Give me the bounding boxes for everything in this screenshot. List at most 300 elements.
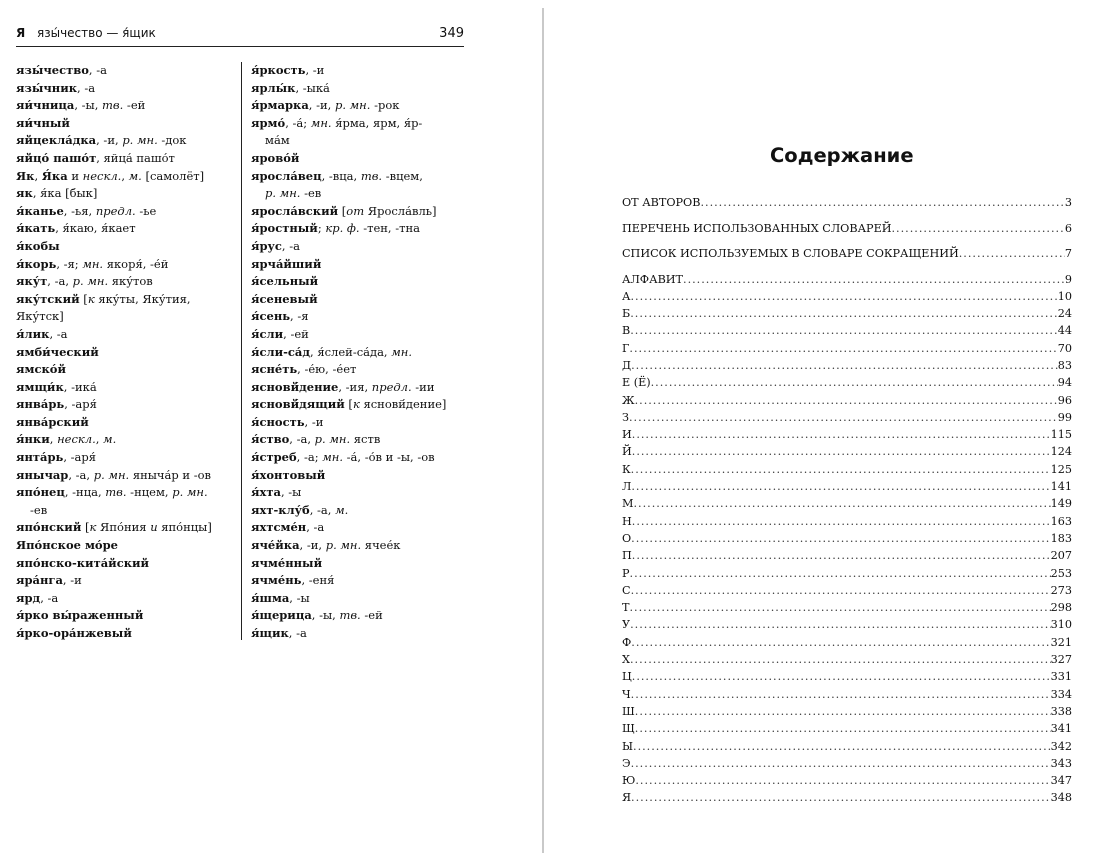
toc-entry[interactable]: [622, 463, 1072, 480]
dictionary-entry: [251, 467, 465, 485]
toc-entry-label: Х: [622, 653, 630, 667]
toc-entry-page: 7: [1064, 247, 1072, 260]
entry-headword: я́рко-ора́нжевый: [16, 626, 132, 640]
dictionary-entry: [16, 607, 236, 625]
entry-headword: я́ство: [251, 432, 290, 447]
dictionary-entry: [16, 273, 236, 291]
toc-entry[interactable]: [622, 515, 1072, 532]
toc-leader-dots: [892, 222, 1065, 235]
dictionary-entry: [251, 62, 465, 80]
toc-entry-label: Г: [622, 341, 630, 355]
toc-leader-dots: [700, 196, 1064, 209]
entry-text: [: [81, 520, 90, 535]
toc-entry[interactable]: [622, 601, 1072, 618]
dictionary-entry: [16, 150, 236, 168]
toc-entry-label: Й: [622, 445, 632, 459]
entry-text: яныча́р и -ов: [129, 467, 211, 482]
toc-entry[interactable]: [622, 670, 1072, 687]
entry-text: , -и,: [308, 98, 335, 113]
toc-entry-page: 94: [1057, 376, 1072, 390]
toc-entry-page: 3: [1064, 196, 1072, 209]
entry-headword: як: [16, 186, 33, 201]
entry-headword: я́рмарка: [251, 98, 309, 113]
entry-headword: я́хта: [251, 485, 281, 500]
toc-entry[interactable]: [622, 740, 1072, 757]
toc-entry[interactable]: [622, 653, 1072, 670]
dictionary-entry: [251, 572, 465, 590]
toc-entry-page: 327: [1050, 653, 1072, 667]
dictionary-entry: [16, 484, 236, 502]
dictionary-entry: [16, 220, 236, 238]
entry-text: ,: [34, 168, 42, 183]
dictionary-entry: [251, 150, 465, 168]
toc-entry[interactable]: [622, 307, 1072, 324]
toc-entry-page: 99: [1057, 410, 1072, 424]
entry-headword: я́кобы: [16, 238, 60, 253]
entry-text: -ев: [30, 502, 48, 517]
entry-text: , -а,: [309, 502, 336, 517]
entry-headword: ямско́й: [16, 362, 66, 377]
dictionary-entry: [251, 326, 465, 344]
entry-headword: яйцо́ пашо́т: [16, 150, 97, 165]
entry-abbreviation: нескл.: [57, 432, 96, 447]
toc-entry-label: Ц: [622, 670, 632, 684]
entry-abbreviation: р. мн.: [325, 538, 362, 553]
dictionary-entry: [16, 431, 236, 449]
toc-entry[interactable]: [622, 705, 1072, 722]
toc-entry-label: Ы: [622, 739, 634, 753]
toc-entry-page: 183: [1050, 531, 1072, 545]
entry-headword: янва́рский: [16, 414, 89, 429]
entry-text: -ии: [411, 379, 435, 394]
entry-abbreviation: к: [352, 397, 360, 412]
entry-abbreviation: р. мн.: [72, 274, 109, 289]
entry-abbreviation: кр. ф.: [325, 221, 360, 236]
entry-headword: я́нки: [16, 432, 50, 447]
toc-entry-label: Д: [622, 358, 632, 372]
entry-text: [: [79, 291, 88, 306]
dictionary-entry: [251, 273, 465, 291]
entry-abbreviation: тв.: [102, 98, 124, 113]
entry-abbreviation: м.: [103, 432, 117, 447]
table-of-contents: [622, 196, 1072, 809]
left-page: [0, 0, 545, 853]
dictionary-entry: [251, 361, 465, 379]
toc-entry-page: 341: [1050, 722, 1072, 736]
toc-entry[interactable]: [622, 290, 1072, 307]
entry-headword: ярмо́: [251, 115, 286, 130]
toc-entry-label: Я: [622, 791, 632, 805]
entry-headword: яра́нга: [16, 573, 63, 588]
entry-headword: ярлы́к: [251, 80, 296, 95]
entry-text: яств: [350, 432, 381, 447]
toc-entry-label: ОТ АВТОРОВ: [622, 196, 701, 209]
toc-entry-page: 141: [1050, 480, 1072, 494]
toc-entry-page: 347: [1050, 774, 1072, 788]
entry-headword: я́щерица: [251, 608, 312, 623]
toc-entry[interactable]: [622, 549, 1072, 566]
toc-entry[interactable]: [622, 532, 1072, 549]
toc-entry[interactable]: [622, 791, 1072, 808]
toc-leader-dots: [629, 601, 1050, 614]
entry-text: , -ика́: [63, 379, 97, 394]
entry-headword: я́ркость: [251, 63, 306, 77]
entry-text: -рок: [370, 98, 400, 113]
entry-headword: я́щик: [251, 626, 289, 640]
toc-leader-dots: [632, 670, 1051, 683]
dictionary-entry: [16, 519, 236, 537]
toc-leader-dots: [631, 532, 1050, 545]
dictionary-entry: [251, 502, 465, 520]
toc-leader-dots: [959, 247, 1065, 260]
toc-entry-label: У: [622, 618, 631, 632]
toc-entry-page: 273: [1050, 583, 1072, 597]
entry-text: яку́ты, Яку́тия,: [94, 291, 191, 306]
entry-abbreviation: нескл.: [82, 168, 122, 183]
entry-text: , -а: [77, 80, 96, 95]
dictionary-entry: [251, 80, 465, 98]
entry-abbreviation: р. мн.: [334, 98, 371, 113]
entry-text: , -а: [306, 520, 325, 535]
dictionary-entry: [251, 590, 465, 608]
entry-headword: яи́чница: [16, 98, 75, 113]
toc-leader-dots: [635, 774, 1050, 787]
entry-headword: яку́тский: [16, 291, 80, 306]
entry-text: , -а: [88, 63, 107, 77]
entry-text: , я́слей-са́да,: [310, 344, 392, 359]
entry-headword: ясновй́дящий: [251, 397, 345, 412]
entry-text: -ей: [123, 98, 146, 113]
entry-headword: я́кать: [16, 221, 56, 236]
toc-entry[interactable]: [622, 567, 1072, 584]
toc-entry[interactable]: [622, 196, 1072, 222]
toc-leader-dots: [633, 740, 1051, 753]
entry-headword: япо́нско-кита́йский: [16, 555, 150, 570]
entry-text: , -е́ю, -е́ет: [297, 362, 357, 377]
entry-text: , яйца́ пашо́т: [96, 150, 175, 165]
entry-text: , -а,: [47, 274, 73, 289]
entry-headword: я́сень: [251, 309, 291, 324]
toc-leader-dots: [635, 394, 1058, 407]
entry-headword: ячме́нь: [251, 573, 302, 588]
entry-text: , -еня́: [301, 573, 335, 588]
entry-text: , -и: [305, 63, 325, 77]
dictionary-entry: [16, 396, 236, 414]
dictionary-entry: [16, 256, 236, 274]
entry-headword: ясне́ть: [251, 362, 298, 377]
entry-headword: яхтсме́н: [251, 520, 307, 535]
dictionary-entry: [16, 537, 236, 555]
entry-headword: ярово́й: [251, 150, 300, 165]
toc-entry-label: В: [622, 324, 631, 338]
dictionary-entry: [251, 185, 465, 203]
dictionary-entry: [251, 238, 465, 256]
entry-text: , -и,: [299, 538, 326, 553]
entry-text: -ев: [300, 186, 322, 201]
toc-entry-label: СПИСОК ИСПОЛЬЗУЕМЫХ В СЛОВАРЕ СОКРАЩЕНИЙ: [622, 247, 959, 260]
toc-entry-page: 207: [1050, 549, 1072, 563]
entry-headword: я́сельный: [251, 274, 319, 289]
dictionary-entry: [16, 625, 236, 643]
toc-entry[interactable]: [622, 445, 1072, 462]
entry-text: ,: [121, 168, 129, 183]
toc-entry[interactable]: [622, 376, 1072, 393]
entry-text: , -ы: [280, 485, 302, 500]
entry-abbreviation: тв.: [339, 608, 361, 623]
entry-abbreviation: р. мн.: [93, 467, 130, 482]
entry-text: -ье: [135, 203, 157, 218]
toc-entry[interactable]: [622, 757, 1072, 774]
entry-headword: ярд: [16, 590, 41, 605]
dictionary-entry: [16, 308, 236, 326]
toc-leader-dots: [631, 480, 1050, 493]
entry-text: -ей: [360, 608, 383, 623]
entry-text: , -а: [281, 238, 300, 253]
entry-text: ма́м: [265, 133, 290, 148]
dictionary-entry: [251, 379, 465, 397]
entry-text: , -ы: [289, 590, 310, 605]
toc-entry[interactable]: [622, 774, 1072, 791]
toc-entry-label: Р: [622, 566, 630, 580]
entry-abbreviation: мн.: [391, 344, 413, 359]
entry-text: ячее́к: [361, 538, 401, 553]
toc-entry-label: ПЕРЕЧЕНЬ ИСПОЛЬЗОВАННЫХ СЛОВАРЕЙ: [622, 221, 892, 235]
entry-text: , -а;: [296, 450, 323, 465]
entry-headword: янта́рь: [16, 450, 64, 465]
dictionary-entry: [16, 80, 236, 98]
toc-entry-page: 124: [1050, 445, 1072, 459]
toc-entry[interactable]: [622, 636, 1072, 653]
toc-leader-dots: [631, 688, 1051, 701]
entry-text: , я́каю, я́кает: [55, 221, 136, 236]
toc-leader-dots: [633, 497, 1050, 510]
toc-leader-dots: [631, 757, 1051, 770]
dictionary-entry: [251, 344, 465, 362]
toc-entry-page: 310: [1050, 618, 1072, 632]
toc-entry-label: К: [622, 462, 631, 476]
entry-headword: я́рко вы́раженный: [16, 608, 144, 623]
dictionary-entry: [251, 431, 465, 449]
dictionary-entry: [251, 168, 465, 186]
running-head-range: язы́чество — я́щик: [37, 26, 156, 40]
dictionary-entry: [16, 62, 236, 80]
toc-entry-label: Н: [622, 514, 632, 528]
entry-text: , -аря́: [64, 397, 97, 412]
entry-abbreviation: к: [87, 291, 95, 306]
toc-entry[interactable]: [622, 618, 1072, 635]
toc-entry-label: А: [622, 289, 631, 303]
dictionary-entry: [251, 203, 465, 221]
dictionary-entry: [16, 449, 236, 467]
entry-text: , -ы,: [311, 608, 340, 623]
entry-headword: я́сность: [251, 414, 305, 429]
entry-headword: я́стреб: [251, 450, 297, 465]
toc-entry-page: 331: [1050, 670, 1072, 684]
toc-entry[interactable]: [622, 722, 1072, 739]
entry-text: -тен, -тна: [359, 221, 421, 236]
entry-text: -вцем,: [382, 168, 423, 183]
toc-entry-page: 338: [1050, 704, 1072, 718]
entry-text: , -ы,: [74, 98, 103, 113]
entry-text: -док: [157, 133, 187, 148]
entry-headword: язы́чник: [16, 80, 78, 95]
toc-entry-label: Т: [622, 601, 630, 615]
toc-leader-dots: [630, 567, 1051, 580]
toc-entry-label: Ю: [622, 774, 636, 788]
column-divider: [241, 62, 242, 640]
toc-entry-label: Ж: [622, 393, 635, 407]
toc-entry[interactable]: [622, 273, 1072, 290]
entry-abbreviation: предл.: [371, 379, 412, 394]
entry-headword: я́сеневый: [251, 291, 318, 306]
dictionary-entry: [251, 537, 465, 555]
toc-entry-label: Ф: [622, 635, 632, 649]
entry-text: япо́нцы]: [157, 520, 212, 535]
toc-leader-dots: [632, 549, 1051, 562]
entry-headword: я́корь: [16, 256, 57, 271]
dictionary-entry: [16, 467, 236, 485]
entry-headword: я́сли-са́д: [251, 344, 311, 359]
toc-entry[interactable]: [622, 222, 1072, 248]
entry-text: , -а: [288, 626, 307, 640]
page-gutter: [542, 8, 544, 853]
entry-headword: яи́чный: [16, 115, 70, 130]
dictionary-entry: [251, 115, 465, 133]
toc-entry-page: 9: [1064, 272, 1072, 286]
toc-entry[interactable]: [622, 324, 1072, 341]
toc-entry-label: Э: [622, 756, 631, 770]
toc-leader-dots: [632, 428, 1051, 441]
dictionary-entry: [16, 361, 236, 379]
toc-entry-page: 6: [1064, 221, 1072, 235]
entry-headword: язы́чество: [16, 63, 89, 77]
entry-headword: я́рус: [251, 238, 282, 253]
toc-entry-label: Л: [622, 480, 632, 494]
entry-headword: япо́нец: [16, 485, 65, 500]
toc-entry[interactable]: [622, 428, 1072, 445]
toc-entry-label: Ш: [622, 704, 635, 718]
entry-headword: яче́йка: [251, 538, 300, 553]
toc-entry[interactable]: [622, 411, 1072, 428]
toc-entry-page: 44: [1057, 324, 1072, 338]
toc-entry-page: 321: [1050, 635, 1072, 649]
entry-text: , -аря́: [63, 450, 97, 465]
entry-text: якоря́, -е́й: [103, 256, 169, 271]
entry-text: , -и,: [96, 133, 123, 148]
toc-leader-dots: [635, 705, 1051, 718]
toc-entry[interactable]: [622, 497, 1072, 514]
entry-text: , -вца,: [321, 168, 361, 183]
dictionary-entry: [251, 97, 465, 115]
dictionary-entry: [251, 291, 465, 309]
toc-leader-dots: [683, 273, 1065, 286]
entry-text: , -и: [304, 414, 324, 429]
toc-entry-label: Щ: [622, 722, 635, 736]
entry-headword: я́шма: [251, 590, 290, 605]
dictionary-entry: [251, 484, 465, 502]
entry-headword: ярча́йший: [251, 256, 322, 271]
entry-headword: яросла́вец: [251, 168, 322, 183]
toc-leader-dots: [631, 463, 1051, 476]
dictionary-entry: [16, 326, 236, 344]
toc-entry[interactable]: [622, 584, 1072, 601]
entry-abbreviation: р. мн.: [265, 186, 301, 201]
entry-text: , -ья,: [63, 203, 96, 218]
toc-leader-dots: [630, 307, 1058, 320]
dictionary-entry: [16, 344, 236, 362]
toc-leader-dots: [629, 411, 1058, 424]
dictionary-entry: [16, 572, 236, 590]
entry-headword: я́сли: [251, 326, 284, 341]
entry-text: , -ия,: [338, 379, 372, 394]
toc-entry[interactable]: [622, 394, 1072, 411]
dictionary-entry: [251, 220, 465, 238]
dictionary-entry: [251, 256, 465, 274]
entry-text: , -и: [62, 573, 82, 588]
entry-headword: яхт-клу́б: [251, 502, 310, 517]
toc-entry[interactable]: [622, 480, 1072, 497]
dictionary-entry: [251, 607, 465, 625]
toc-leader-dots: [632, 445, 1051, 458]
entry-abbreviation: от: [346, 203, 365, 218]
entry-text: ясновй́дение]: [359, 397, 447, 412]
toc-entry[interactable]: [622, 342, 1072, 359]
entry-headword: Япо́нское мо́ре: [16, 538, 118, 553]
entry-text: , -а,: [289, 432, 315, 447]
entry-text: я́рма, ярм, я́р-: [331, 115, 423, 130]
toc-entry-label: Б: [622, 307, 631, 321]
dictionary-entry: [16, 291, 236, 309]
toc-entry-label: М: [622, 497, 634, 511]
dictionary-entry: [16, 168, 236, 186]
entry-text: яку́тов: [108, 274, 153, 289]
entry-abbreviation: и: [150, 520, 158, 535]
entry-text: , -ыка́: [295, 80, 330, 95]
toc-leader-dots: [632, 515, 1051, 528]
toc-leader-dots: [630, 290, 1057, 303]
toc-entry[interactable]: [622, 688, 1072, 705]
toc-entry-page: 96: [1057, 393, 1072, 407]
entry-text: -нцем,: [126, 485, 173, 500]
toc-entry-page: 253: [1050, 566, 1072, 580]
entry-headword: ямби́ческий: [16, 344, 99, 359]
toc-title: Содержание: [770, 144, 914, 167]
entry-abbreviation: м.: [128, 168, 142, 183]
entry-abbreviation: мн.: [82, 256, 104, 271]
toc-entry[interactable]: [622, 247, 1072, 273]
toc-entry-page: 163: [1050, 514, 1072, 528]
page-number: 349: [439, 26, 464, 41]
toc-entry-page: 342: [1050, 739, 1072, 753]
toc-entry-page: 149: [1050, 497, 1072, 511]
entry-text: Яросла́вль]: [364, 203, 437, 218]
toc-entry-label: П: [622, 549, 632, 563]
dictionary-entry: [251, 396, 465, 414]
entry-headword: я́хонтовый: [251, 467, 326, 482]
toc-entry-label: З: [622, 410, 629, 424]
dictionary-entry: [251, 555, 465, 573]
entry-headword: яйцекла́дка: [16, 133, 97, 148]
toc-leader-dots: [631, 636, 1050, 649]
dictionary-entry: [16, 414, 236, 432]
dictionary-entry: [16, 555, 236, 573]
toc-entry[interactable]: [622, 359, 1072, 376]
dictionary-entry: [16, 132, 236, 150]
toc-entry-page: 24: [1057, 307, 1072, 321]
running-head-letter: Я: [16, 26, 26, 40]
entry-abbreviation: предл.: [95, 203, 136, 218]
entry-text: , -а́;: [285, 115, 311, 130]
